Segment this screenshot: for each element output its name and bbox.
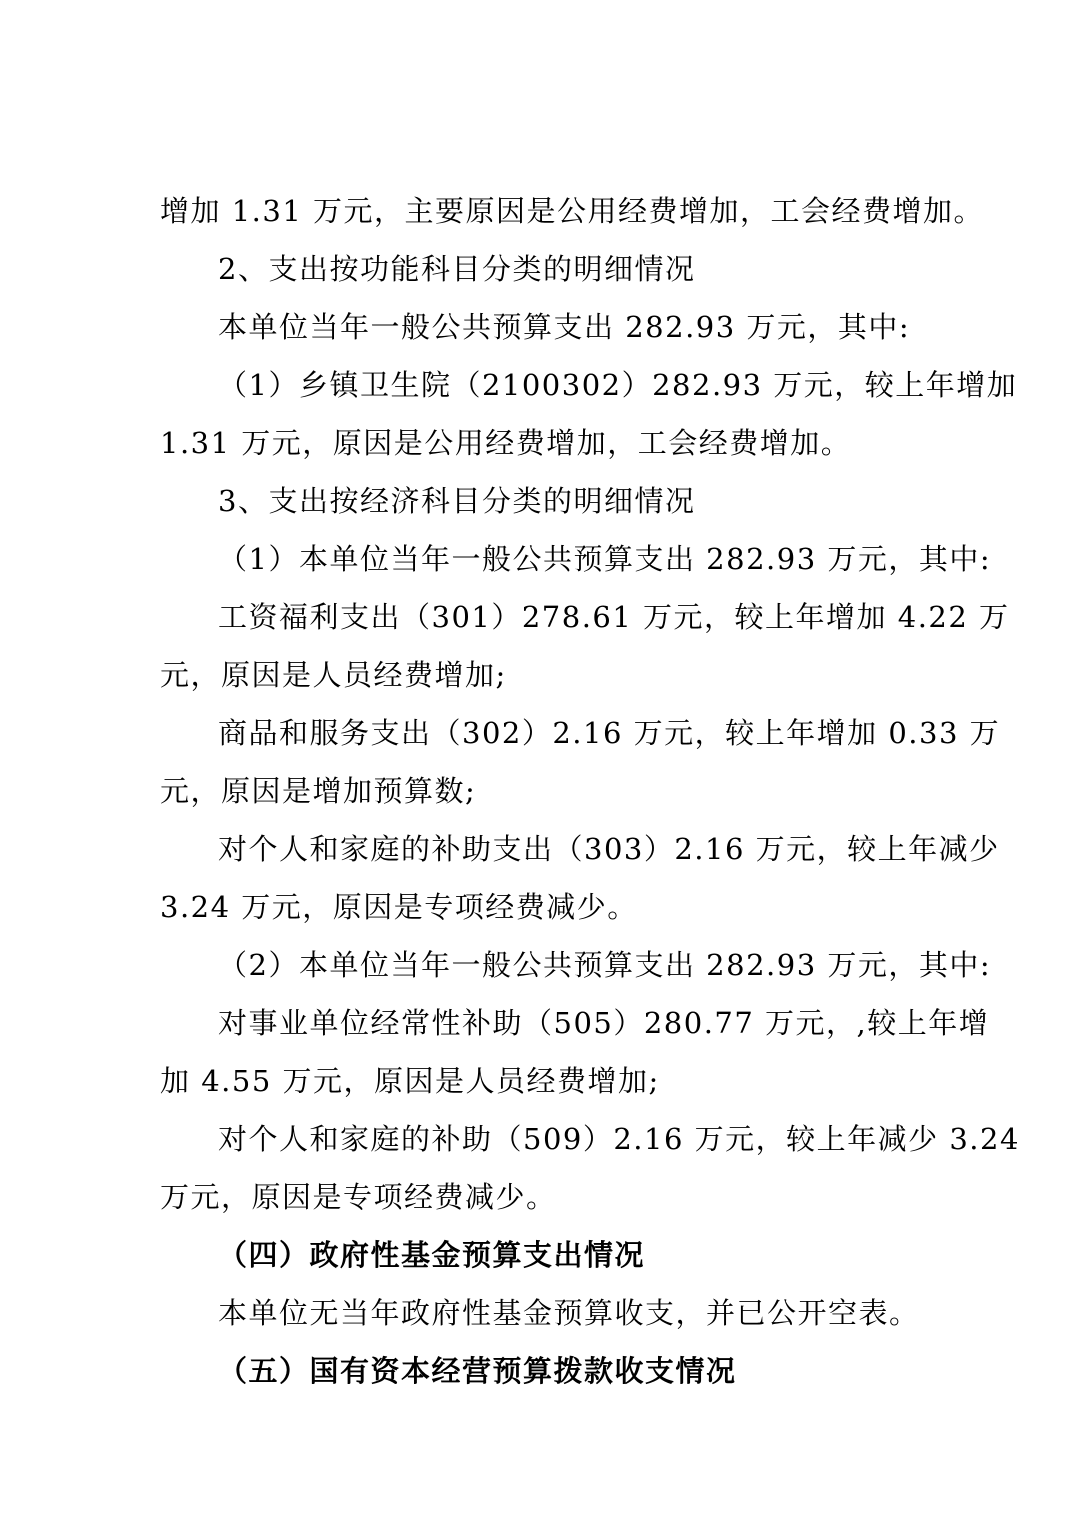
body-text-line: 元，原因是增加预算数; — [160, 774, 477, 808]
body-text-line: 对个人和家庭的补助支出（303）2.16 万元，较上年减少 — [218, 832, 1000, 866]
body-text-line: 1.31 万元，原因是公用经费增加，工会经费增加。 — [160, 426, 852, 460]
body-text-line: 对个人和家庭的补助（509）2.16 万元，较上年减少 3.24 — [218, 1122, 1020, 1156]
section-subheading: 2、支出按功能科目分类的明细情况 — [218, 252, 696, 286]
body-text-line: 增加 1.31 万元，主要原因是公用经费增加，工会经费增加。 — [160, 194, 985, 228]
body-text-line: （1）乡镇卫生院（2100302）282.93 万元，较上年增加 — [218, 368, 1018, 402]
body-text-line: （2）本单位当年一般公共预算支出 282.93 万元，其中: — [218, 948, 992, 982]
body-text-line: 商品和服务支出（302）2.16 万元，较上年增加 0.33 万 — [218, 716, 1001, 750]
body-text-line: （1）本单位当年一般公共预算支出 282.93 万元，其中: — [218, 542, 992, 576]
section-heading-five: （五）国有资本经营预算拨款收支情况 — [218, 1354, 737, 1388]
body-text-line: 万元，原因是专项经费减少。 — [160, 1180, 557, 1214]
body-text-line: 工资福利支出（301）278.61 万元，较上年增加 4.22 万 — [218, 600, 1010, 634]
body-text-line: 本单位当年一般公共预算支出 282.93 万元，其中: — [218, 310, 911, 344]
section-subheading: 3、支出按经济科目分类的明细情况 — [218, 484, 696, 518]
body-text-line: 对事业单位经常性补助（505）280.77 万元，,较上年增 — [218, 1006, 990, 1040]
section-heading-four: （四）政府性基金预算支出情况 — [218, 1238, 646, 1272]
body-text-line: 加 4.55 万元，原因是人员经费增加; — [160, 1064, 660, 1098]
body-text-line: 3.24 万元，原因是专项经费减少。 — [160, 890, 638, 924]
body-text-line: 本单位无当年政府性基金预算收支，并已公开空表。 — [218, 1296, 920, 1330]
body-text-line: 元，原因是人员经费增加; — [160, 658, 507, 692]
